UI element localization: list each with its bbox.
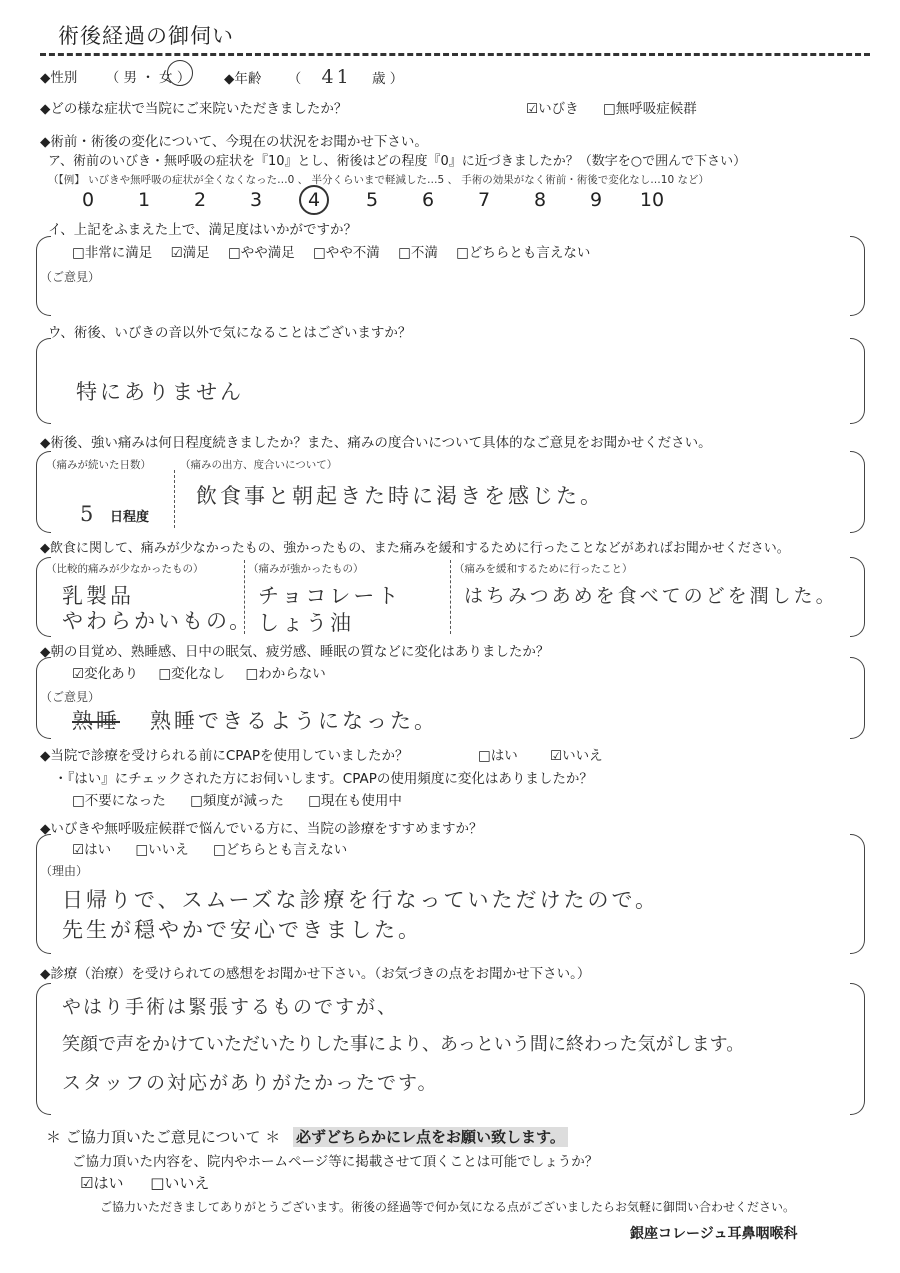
morning-opinion-label: （ご意見）: [40, 690, 101, 704]
impression-line-1: やはり手術は緊張するものですが、: [62, 996, 399, 1018]
food-high-label: （痛みが強かったもの）: [248, 563, 364, 575]
food-high-answer-2: しょう油: [258, 611, 354, 635]
age-value: 41: [321, 66, 352, 88]
morning-question: ◆朝の目覚め、熟睡感、日中の眠気、疲労感、睡眠の質などに変化はありましたか？: [40, 644, 550, 660]
symptom-apnea-option[interactable]: □無呼吸症候群: [603, 101, 697, 117]
food-right-bracket: [850, 557, 865, 637]
food-low-answer-2: やわらかいもの。: [62, 609, 254, 633]
impression-left-bracket: [36, 983, 51, 1115]
scale-number-1[interactable]: 1: [137, 189, 151, 211]
satisfaction-neutral-option[interactable]: □どちらとも言えない: [456, 245, 591, 261]
consent-required-note: 必ずどちらかにレ点をお願い致します。: [293, 1127, 568, 1147]
cpap-yes-option[interactable]: □はい: [478, 748, 518, 764]
cpap-question: ◆当院で診療を受けられる前にCPAPを使用していましたか？: [40, 748, 409, 764]
age-unit: 歳 ）: [371, 71, 404, 87]
recommend-yes-option[interactable]: ☑はい: [72, 842, 112, 858]
satisfaction-dissatisfied-option[interactable]: □不満: [398, 245, 438, 261]
pain-detail-answer: 飲食事と朝起きた時に渇きを感じた。: [196, 484, 604, 508]
scale-number-4[interactable]: 4: [299, 185, 329, 215]
consent-options: [80, 1172, 209, 1193]
food-high-answer-1: チョコレート: [258, 584, 402, 608]
morning-right-bracket: [850, 657, 865, 739]
gender-selected-circle: [167, 60, 193, 86]
impression-line-2: 笑顔で声をかけていただいたりした事により、あっという間に終わった気がします。: [62, 1034, 745, 1055]
satisfaction-very-satisfied-option[interactable]: □非常に満足: [72, 245, 153, 261]
gender-label: ◆性別: [40, 70, 78, 86]
recommend-question: ◆いびきや無呼吸症候群で悩んでいる方に、当院の診療をすすめますか？: [40, 821, 483, 837]
scale-number-10[interactable]: 10: [639, 189, 665, 211]
page-title: 術後経過の御伺い: [58, 24, 234, 48]
satisfaction-somewhat-dissatisfied-option[interactable]: □やや不満: [313, 245, 380, 261]
clinic-name: 銀座コレージュ耳鼻咽喉科: [630, 1226, 798, 1242]
impression-line-3: スタッフの対応がありがたかったです。: [62, 1072, 439, 1094]
scale-number-8[interactable]: 8: [533, 189, 547, 211]
satisfaction-opinion-label: （ご意見）: [40, 270, 101, 284]
cpap-still-using-option[interactable]: □現在も使用中: [308, 793, 402, 809]
recommend-neutral-option[interactable]: □どちらとも言えない: [212, 842, 348, 858]
cpap-unnecessary-option[interactable]: □不要になった: [72, 793, 166, 809]
food-relief-answer: はちみつあめを食べてのどを潤した。: [464, 585, 838, 607]
impression-question: ◆診療（治療）を受けられての感想をお聞かせ下さい。（お気づきの点をお聞かせ下さい。）: [40, 966, 591, 982]
gender-choices: （ 男 ・ 女 ）: [105, 70, 191, 86]
pain-days-label: （痛みが続いた日数）: [46, 459, 151, 471]
recommend-answer-2: 先生が穏やかで安心できました。: [62, 918, 422, 942]
pain-days-unit: 日程度: [110, 510, 150, 525]
food-relief-label: （痛みを緩和するために行ったこと）: [454, 563, 633, 575]
morning-struck-text: 熟睡: [72, 709, 120, 733]
cpap-followup: ・『はい』にチェックされた方にお伺いします。CPAPの使用頻度に変化はありましたか？: [54, 771, 593, 787]
consent-heading-text: ＊ ご協力頂いたご意見について ＊: [46, 1128, 281, 1146]
symptom-question: ◆どの様な症状で当院にご来院いただきましたか？: [40, 101, 348, 117]
morning-unknown-option[interactable]: □わからない: [245, 666, 326, 682]
pain-right-bracket: [850, 451, 865, 533]
impression-right-bracket: [850, 983, 865, 1115]
recommend-answer-1: 日帰りで、スムーズな診療を行なっていただけたので。: [62, 888, 660, 912]
consent-no-option[interactable]: □いいえ: [150, 1174, 210, 1192]
consent-question: ご協力頂いた内容を、院内やホームページ等に掲載させて頂くことは可能でしょうか？: [72, 1154, 599, 1170]
title-divider: [40, 53, 870, 56]
recommend-no-option[interactable]: □いいえ: [135, 842, 189, 858]
food-question: ◆飲食に関して、痛みが少なかったもの、強かったもの、また痛みを緩和するために行ったことなどがあればお聞かせください。: [40, 541, 790, 556]
other-concerns-answer: 特にありません: [76, 380, 244, 404]
satisfaction-question: イ、上記をふまえた上で、満足度はいかがですか？: [48, 222, 358, 238]
symptom-scale: [60, 185, 680, 215]
change-example: （【例】 いびきや無呼吸の症状が全くなくなった…0 、 半分くらいまで軽減した…5 、 手術の効果がなく術前・術後で変化なし…10 など）: [48, 174, 709, 186]
satisfaction-right-bracket: [850, 236, 865, 316]
other-concerns-right-bracket: [850, 338, 865, 424]
food-low-answer-1: 乳製品: [62, 584, 134, 608]
change-question: ア、術前のいびき・無呼吸の症状を『10』とし、術後はどの程度『0』に近づきましたか？（数字を○で囲んで下さい）: [48, 154, 747, 169]
satisfaction-satisfied-option[interactable]: ☑満足: [170, 245, 210, 261]
scale-number-5[interactable]: 5: [365, 189, 379, 211]
pain-days-value: 5: [80, 502, 97, 526]
morning-options: [72, 662, 326, 682]
other-concerns-left-bracket: [36, 338, 51, 424]
consent-heading: [46, 1126, 568, 1147]
scale-number-0[interactable]: 0: [81, 189, 95, 211]
scale-number-3[interactable]: 3: [249, 189, 263, 211]
consent-yes-option[interactable]: ☑はい: [80, 1174, 124, 1192]
pain-detail-label: （痛みの出方、度合いについて）: [180, 459, 338, 471]
scale-number-9[interactable]: 9: [589, 189, 603, 211]
recommend-options: [72, 838, 347, 858]
satisfaction-options: [72, 241, 590, 261]
morning-unchanged-option[interactable]: □変化なし: [158, 666, 226, 682]
other-concerns-question: ウ、術後、いびきの音以外で気になることはございますか？: [48, 325, 412, 341]
age-row: [224, 66, 403, 88]
cpap-reduced-option[interactable]: □頻度が減った: [190, 793, 284, 809]
recommend-right-bracket: [850, 834, 865, 954]
age-label: ◆年齢: [224, 71, 262, 87]
pain-question: ◆術後、強い痛みは何日程度続きましたか？また、痛みの度合いについて具体的なご意見をお聞かせください。: [40, 435, 712, 451]
cpap-no-option[interactable]: ☑いいえ: [550, 748, 603, 764]
scale-number-6[interactable]: 6: [421, 189, 435, 211]
cpap-options: [72, 789, 402, 809]
age-open: （: [287, 71, 302, 87]
symptom-snoring-option[interactable]: ☑いびき: [526, 101, 579, 117]
recommend-left-bracket: [36, 834, 51, 954]
thanks-message: ご協力いただきましてありがとうございます。術後の経過等で何か気になる点がございましたらお気軽に御問い合わせください。: [100, 1200, 796, 1214]
satisfaction-somewhat-satisfied-option[interactable]: □やや満足: [227, 245, 295, 261]
food-divider-2: [450, 560, 451, 634]
food-low-label: （比較的痛みが少なかったもの）: [46, 563, 204, 575]
scale-number-2[interactable]: 2: [193, 189, 207, 211]
scale-number-7[interactable]: 7: [477, 189, 491, 211]
change-heading: ◆術前・術後の変化について、今現在の状況をお聞かせ下さい。: [40, 134, 428, 150]
pain-column-divider: [174, 470, 175, 528]
morning-changed-option[interactable]: ☑変化あり: [72, 666, 139, 682]
morning-answer: 熟睡できるようになった。: [150, 709, 438, 733]
recommend-reason-label: （理由）: [40, 864, 89, 878]
